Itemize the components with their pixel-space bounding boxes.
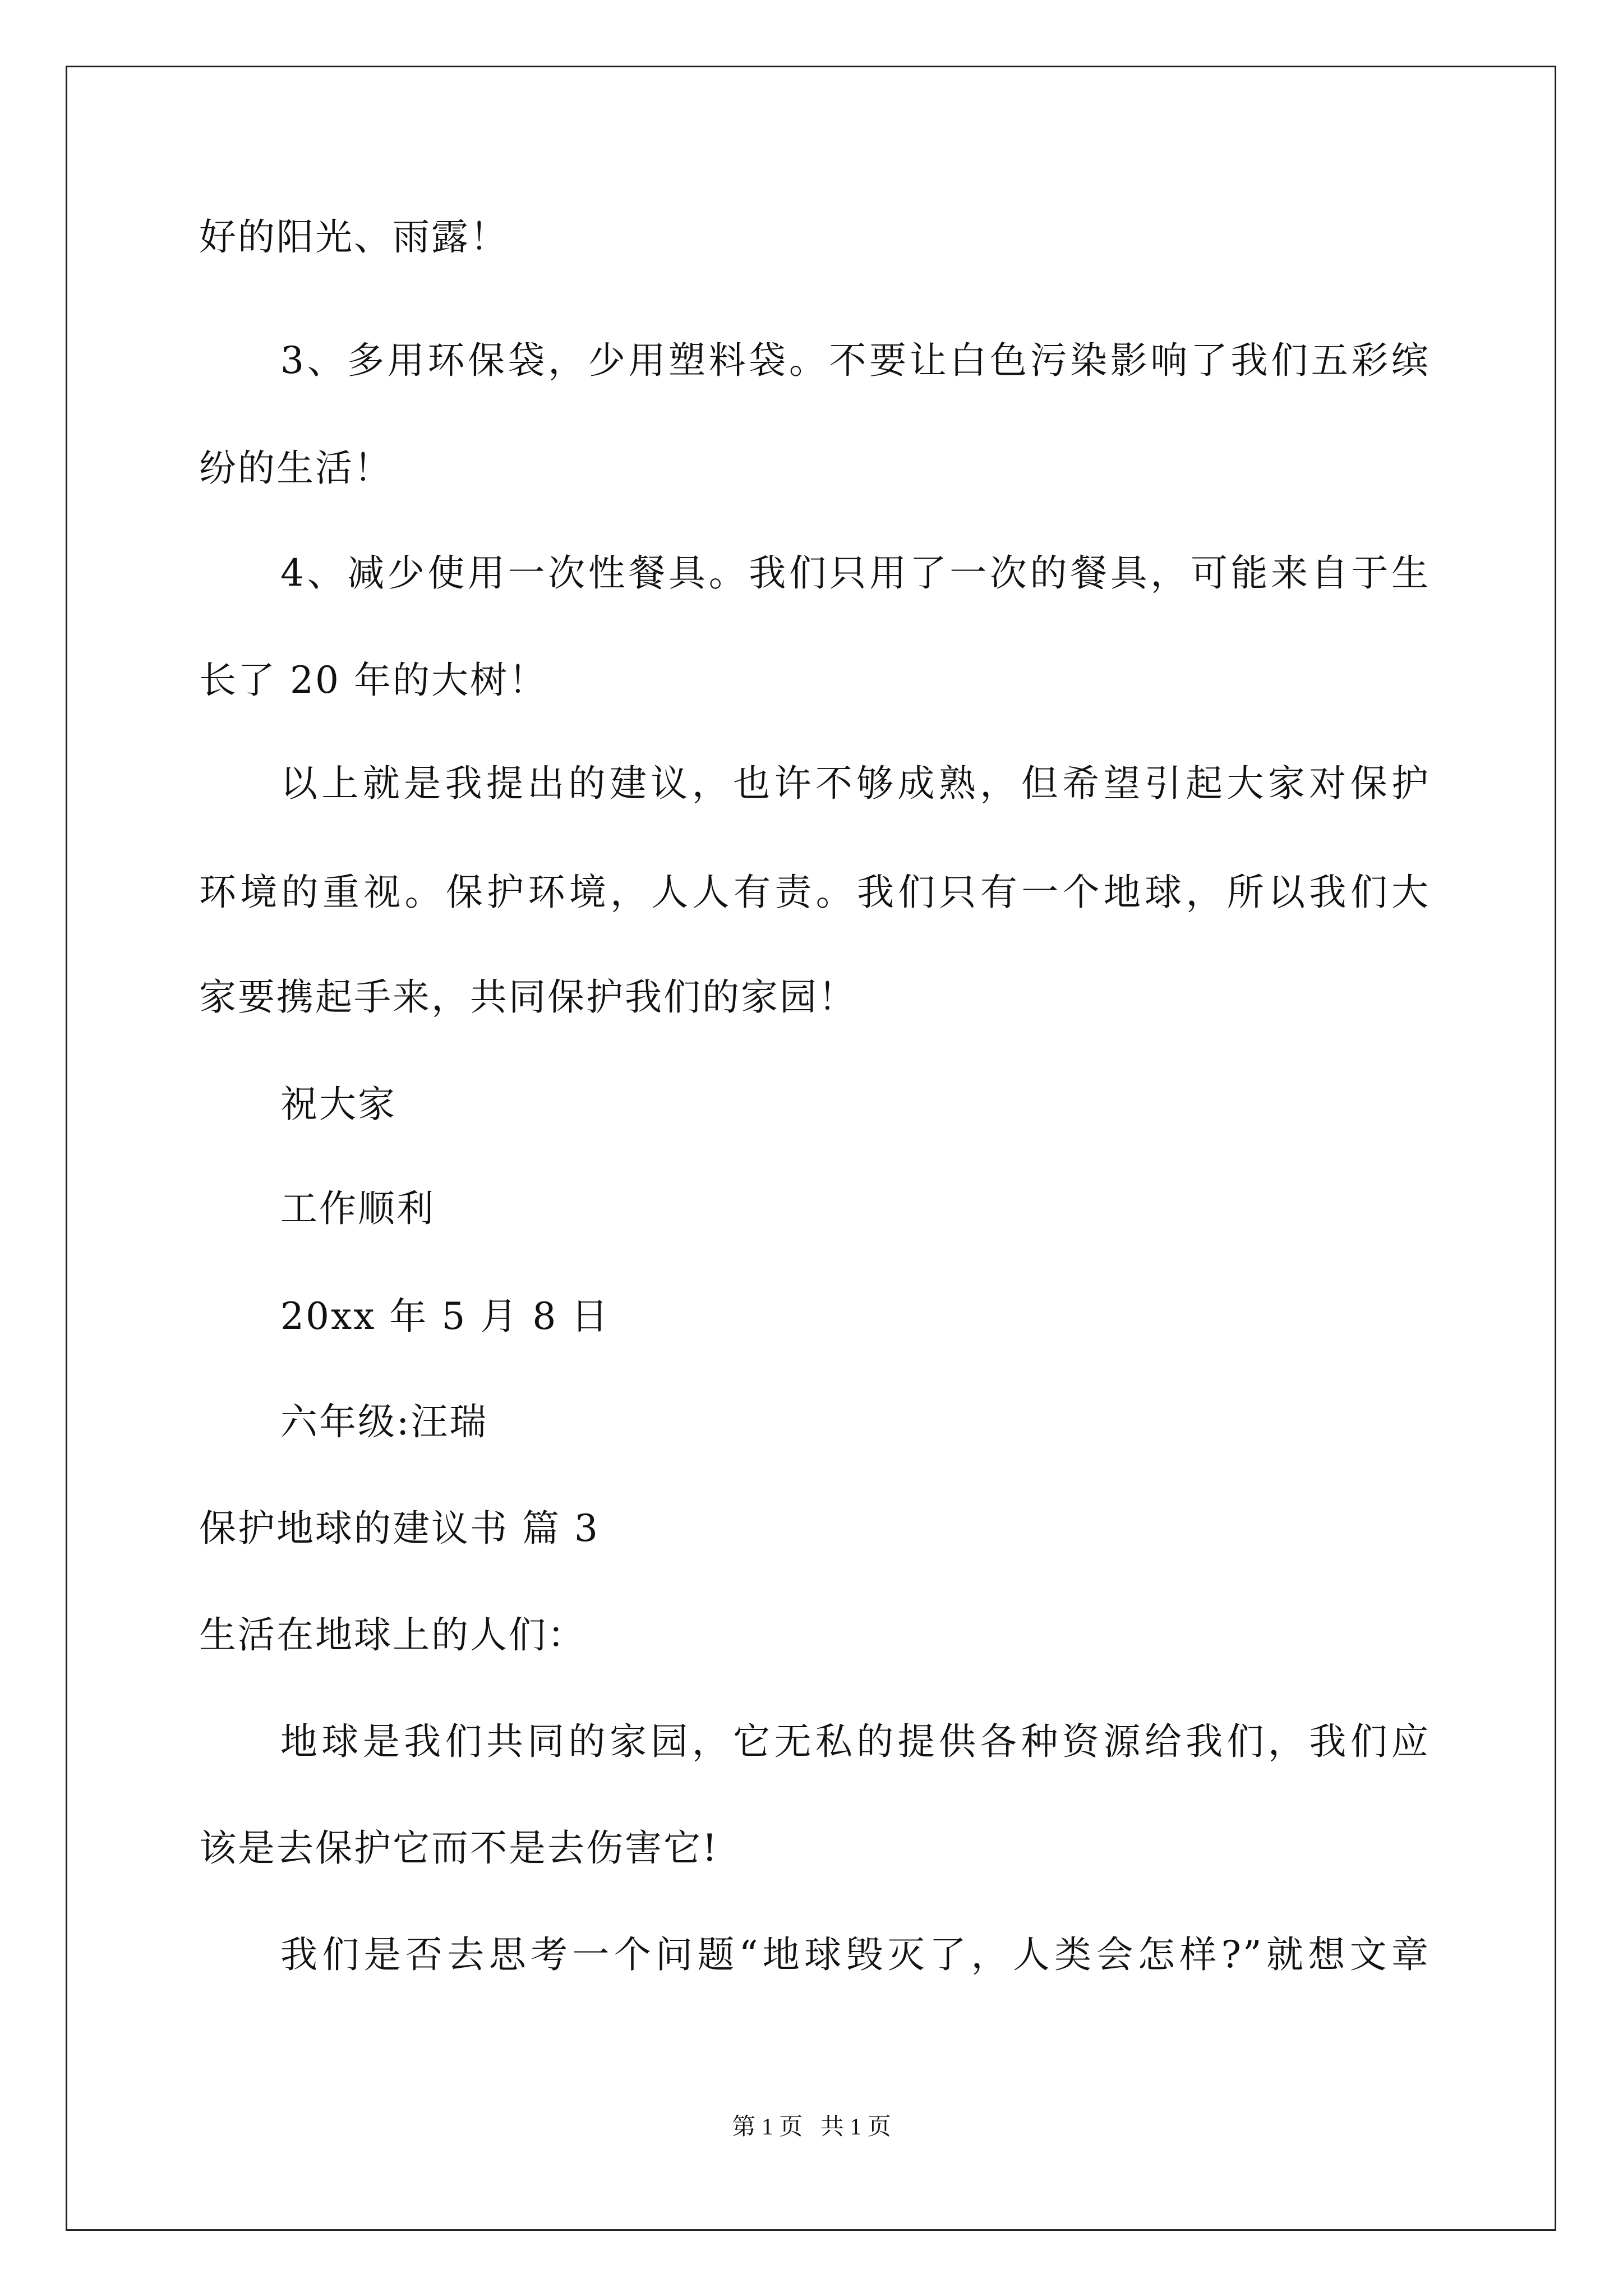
- page-number-footer: 第 1 页 共 1 页: [732, 2114, 891, 2140]
- page-frame: [66, 66, 1556, 2231]
- paragraph-line: 该是去保护它而不是去伤害它!: [199, 1826, 719, 1870]
- paragraph-line: 六年级:汪瑞: [280, 1400, 488, 1443]
- paragraph-line: 我们是否去思考一个问题“地球毁灭了，人类会怎样?”就想文章: [280, 1933, 1430, 1976]
- paragraph-line: 祝大家: [280, 1083, 396, 1126]
- paragraph-line: 工作顺利: [280, 1187, 435, 1230]
- paragraph-line: 家要携起手来，共同保护我们的家园！: [199, 976, 857, 1019]
- paragraph-line: 长了 20 年的大树！: [199, 659, 547, 702]
- paragraph-line: 纷的生活！: [199, 447, 393, 490]
- paragraph-line: 好的阳光、雨露！: [199, 215, 509, 259]
- paragraph-line: 20xx 年 5 月 8 日: [280, 1295, 610, 1338]
- paragraph-line: 3、多用环保袋，少用塑料袋。不要让白色污染影响了我们五彩缤: [280, 339, 1430, 382]
- paragraph-line: 环境的重视。保护环境，人人有责。我们只有一个地球，所以我们大: [199, 871, 1430, 914]
- paragraph-line: 以上就是我提出的建议，也许不够成熟，但希望引起大家对保护: [280, 762, 1430, 805]
- paragraph-line: 生活在地球上的人们：: [199, 1613, 586, 1657]
- paragraph-line: 4、减少使用一次性餐具。我们只用了一次的餐具，可能来自于生: [280, 551, 1430, 595]
- paragraph-line: 地球是我们共同的家园，它无私的提供各种资源给我们，我们应: [280, 1720, 1430, 1763]
- section-heading: 保护地球的建议书 篇 3: [199, 1507, 600, 1550]
